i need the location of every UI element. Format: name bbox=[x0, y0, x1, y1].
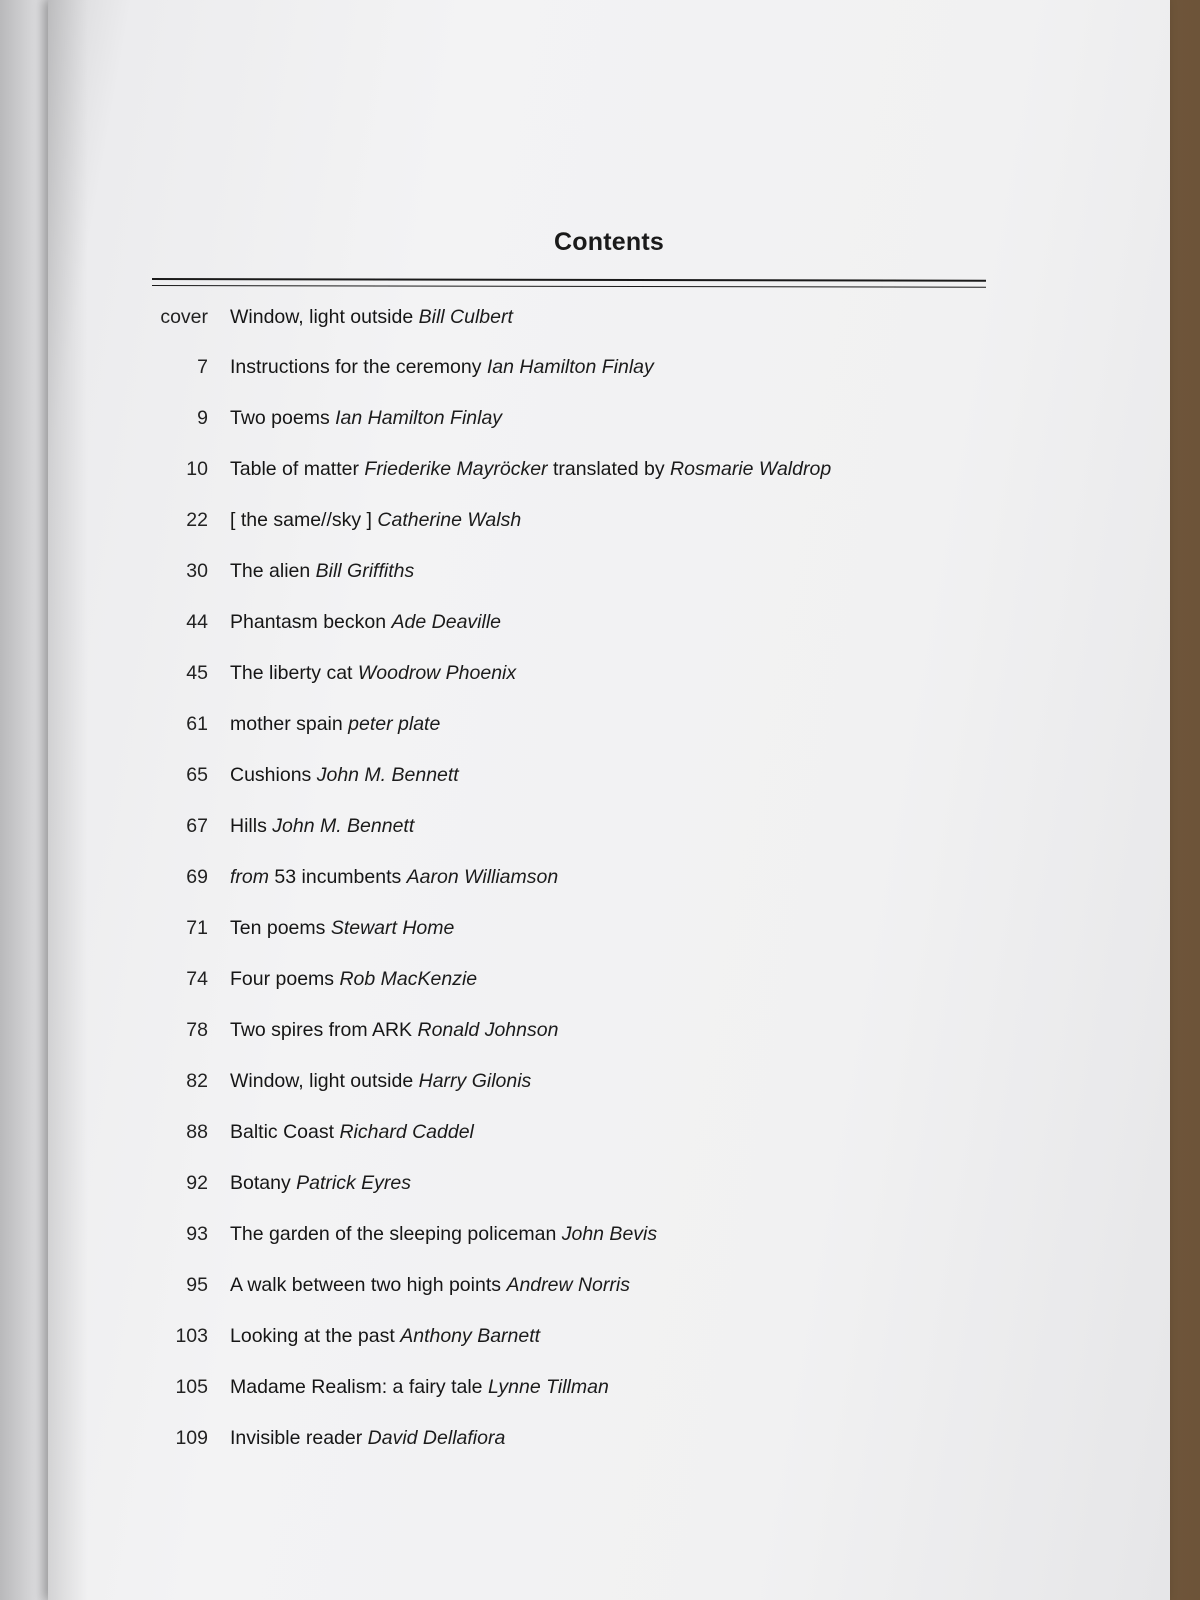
contents-entry bbox=[152, 1217, 1012, 1251]
entry-page-number: 88 bbox=[186, 1121, 208, 1143]
contents-entry bbox=[152, 300, 1012, 334]
entry-title: Baltic Coast bbox=[230, 1121, 335, 1143]
entry-title: A walk between two high points bbox=[230, 1274, 502, 1296]
entry-title: Instructions for the ceremony bbox=[230, 356, 482, 378]
title-double-rule bbox=[152, 278, 986, 288]
entry-title: Botany bbox=[230, 1172, 291, 1194]
entry-title: The garden of the sleeping policeman bbox=[230, 1223, 557, 1245]
entry-author: Lynne Tillman bbox=[487, 1376, 609, 1398]
entry-page-number: 93 bbox=[186, 1223, 208, 1245]
contents-entry bbox=[152, 962, 1012, 996]
entry-page-number: 109 bbox=[175, 1427, 208, 1449]
entry-title: Looking at the past bbox=[230, 1325, 395, 1347]
page-title: Contents bbox=[554, 228, 664, 256]
entry-page-number: 22 bbox=[186, 509, 208, 531]
entry-page-number: 67 bbox=[186, 815, 208, 837]
contents-entry bbox=[152, 1064, 1012, 1098]
entry-title: mother spain bbox=[230, 713, 343, 735]
entry-title: Two poems bbox=[230, 407, 330, 429]
entry-author: Friederike Mayröcker bbox=[364, 458, 548, 480]
entry-author: Patrick Eyres bbox=[296, 1172, 411, 1194]
entry-author: John Bevis bbox=[561, 1223, 658, 1245]
entry-page-number: 78 bbox=[186, 1019, 208, 1041]
entry-page-number: 61 bbox=[186, 713, 208, 735]
contents-entry bbox=[152, 758, 1012, 792]
entry-author: David Dellafiora bbox=[367, 1427, 506, 1449]
entry-author: Bill Culbert bbox=[418, 306, 513, 328]
entry-author: Ade Deaville bbox=[391, 611, 502, 633]
entry-page-number: 7 bbox=[197, 356, 208, 378]
entry-title: Window, light outside bbox=[230, 1070, 414, 1092]
entry-translator-label: translated by bbox=[552, 458, 665, 480]
contents-entry bbox=[152, 605, 1012, 639]
entry-page-number: 105 bbox=[175, 1376, 208, 1398]
entry-page-number: 30 bbox=[186, 560, 208, 582]
entry-author: Harry Gilonis bbox=[418, 1070, 532, 1092]
entry-page-number: 44 bbox=[186, 611, 208, 633]
entry-page-number: 9 bbox=[197, 407, 208, 429]
entry-title: The liberty cat bbox=[230, 662, 353, 684]
entry-page-number: 103 bbox=[175, 1325, 208, 1347]
contents-entry bbox=[152, 452, 1012, 486]
entry-title: Phantasm beckon bbox=[230, 611, 387, 633]
entry-page-number: 71 bbox=[186, 917, 208, 939]
contents-entry bbox=[152, 656, 1012, 690]
entry-author: Richard Caddel bbox=[339, 1121, 474, 1143]
entry-author: Stewart Home bbox=[330, 917, 455, 939]
entry-page-number: cover bbox=[160, 306, 208, 328]
entry-title: Hills bbox=[230, 815, 267, 837]
entry-author: Ian Hamilton Finlay bbox=[335, 407, 503, 429]
entry-author: Anthony Barnett bbox=[400, 1325, 541, 1347]
entry-page-number: 92 bbox=[186, 1172, 208, 1194]
entry-page-number: 65 bbox=[186, 764, 208, 786]
contents-entry bbox=[152, 1115, 1012, 1149]
contents-entry bbox=[152, 554, 1012, 588]
contents-entry bbox=[152, 503, 1012, 537]
entry-page-number: 82 bbox=[186, 1070, 208, 1092]
entry-title: Two spires from ARK bbox=[230, 1019, 413, 1041]
entry-author: Rob MacKenzie bbox=[339, 968, 478, 990]
entry-title: Madame Realism: a fairy tale bbox=[230, 1376, 483, 1398]
entry-title: Ten poems bbox=[230, 917, 326, 939]
entry-title: Table of matter bbox=[230, 458, 359, 480]
contents-entry bbox=[152, 350, 1012, 384]
entry-title: [ the same//sky ] bbox=[230, 509, 372, 531]
entry-title: The alien bbox=[230, 560, 311, 582]
contents-entry bbox=[152, 1013, 1012, 1047]
entry-author: John M. Bennett bbox=[272, 815, 415, 837]
entry-title: 53 incumbents bbox=[274, 866, 402, 888]
entry-title: Four poems bbox=[230, 968, 335, 990]
entry-author: Ronald Johnson bbox=[417, 1019, 559, 1041]
contents-entry bbox=[152, 707, 1012, 741]
entry-page-number: 69 bbox=[186, 866, 208, 888]
entry-page-number: 10 bbox=[186, 458, 208, 480]
entry-title: Invisible reader bbox=[230, 1427, 363, 1449]
contents-entry bbox=[152, 1166, 1012, 1200]
contents-entry bbox=[152, 809, 1012, 843]
entry-translator: Rosmarie Waldrop bbox=[670, 458, 832, 480]
contents-entry bbox=[152, 1319, 1012, 1353]
entry-author: peter plate bbox=[348, 713, 441, 735]
entry-author: John M. Bennett bbox=[316, 764, 459, 786]
entry-page-number: 74 bbox=[186, 968, 208, 990]
entry-author: Bill Griffiths bbox=[315, 560, 415, 582]
entry-page-number: 45 bbox=[186, 662, 208, 684]
entry-title: Window, light outside bbox=[230, 306, 414, 328]
entry-page-number: 95 bbox=[186, 1274, 208, 1296]
contents-entry bbox=[152, 1370, 1012, 1404]
contents-entry bbox=[152, 860, 1012, 894]
contents-entry bbox=[152, 1268, 1012, 1302]
entry-author: Andrew Norris bbox=[506, 1274, 630, 1296]
entry-title: Cushions bbox=[230, 764, 312, 786]
entry-author: Ian Hamilton Finlay bbox=[486, 356, 654, 378]
entry-author: Woodrow Phoenix bbox=[357, 662, 517, 684]
book-page bbox=[48, 0, 1170, 1600]
contents-entry bbox=[152, 401, 1012, 435]
contents-entry bbox=[152, 911, 1012, 945]
contents-entry bbox=[152, 1421, 1012, 1455]
entry-author: Catherine Walsh bbox=[377, 509, 522, 531]
entry-title-prefix: from bbox=[230, 866, 269, 888]
entry-author: Aaron Williamson bbox=[406, 866, 559, 888]
